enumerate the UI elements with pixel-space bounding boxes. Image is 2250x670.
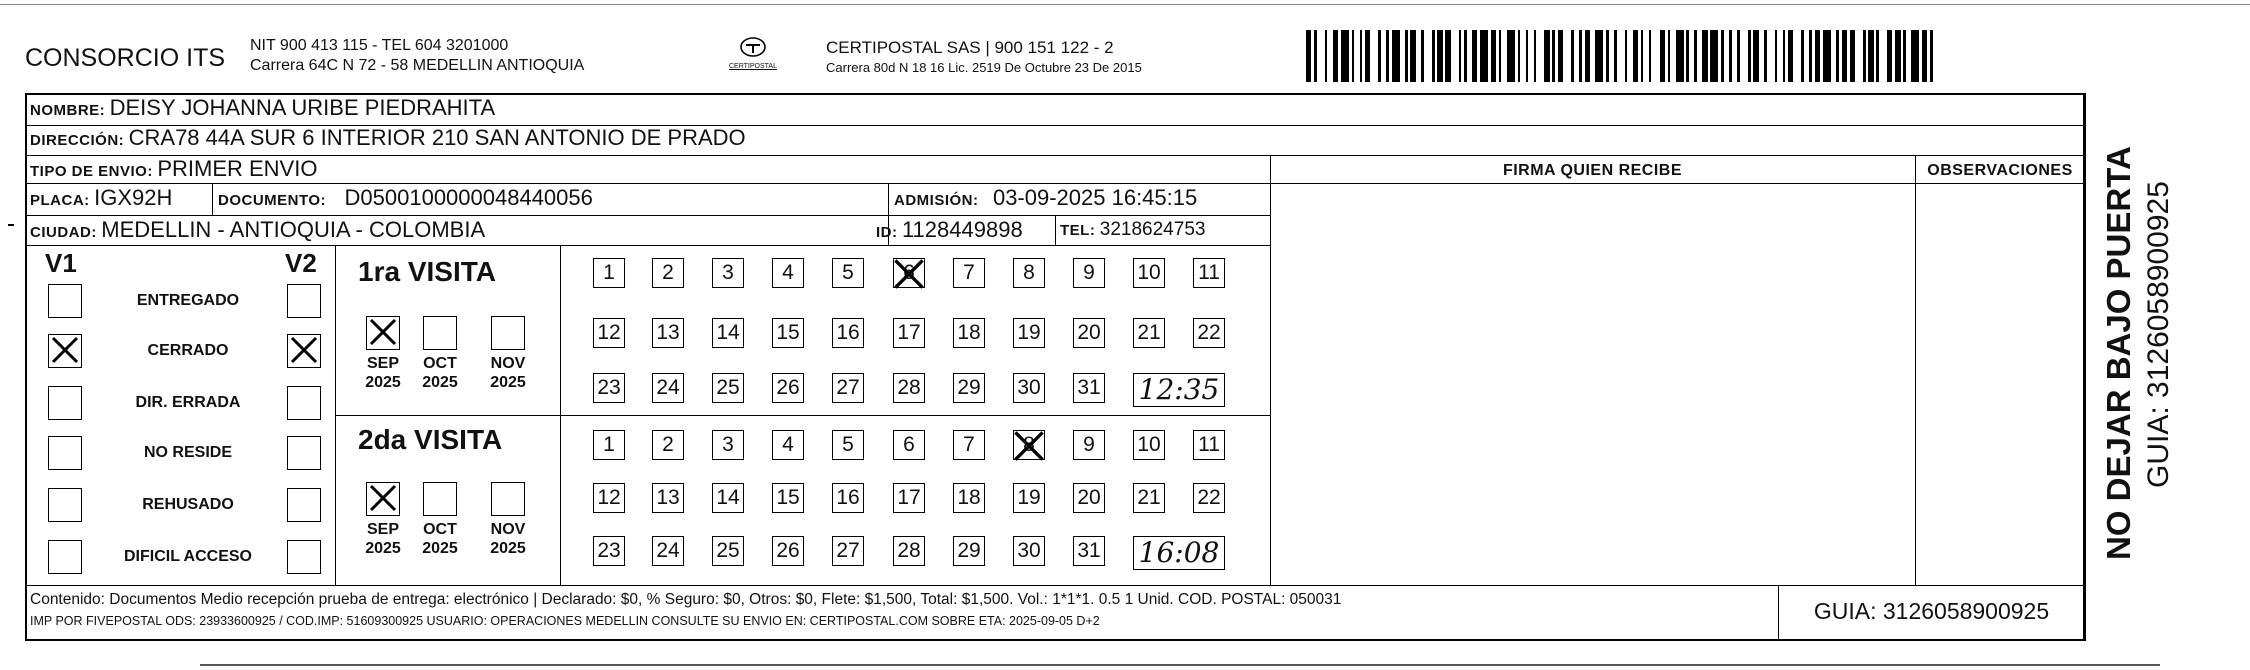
x-mark-icon	[368, 317, 398, 347]
day-number: 26	[776, 539, 800, 562]
day-number: 29	[957, 376, 981, 399]
ship-type-row	[30, 156, 317, 182]
visit1-month-checkbox-sep[interactable]	[366, 316, 400, 350]
day-number: 27	[836, 376, 860, 399]
day-number: 7	[963, 433, 975, 456]
ship-type-label: TIPO DE ENVIO:	[30, 163, 153, 180]
admission-value: 03-09-2025 16:45:15	[992, 185, 1198, 210]
day-number: 16	[836, 321, 860, 344]
document-value: D0500100000048440056	[344, 185, 593, 210]
visit2-month-label	[358, 520, 408, 558]
observations-column-header: OBSERVACIONES	[1927, 162, 2073, 179]
visit1-day-box[interactable]	[1013, 373, 1045, 403]
day-number: 31	[1077, 539, 1101, 562]
visit2-day-box[interactable]	[593, 430, 625, 460]
company-address: Carrera 64C N 72 - 58 MEDELLIN ANTIOQUIA	[250, 57, 585, 74]
day-number: 24	[656, 539, 680, 562]
name-label: NOMBRE:	[30, 102, 106, 119]
v1-header: V1	[45, 248, 77, 278]
day-number: 19	[1017, 321, 1041, 344]
day-number: 23	[597, 376, 621, 399]
day-number: 8	[1023, 261, 1035, 284]
barcode-bar	[1341, 30, 1349, 82]
document-label: DOCUMENTO:	[218, 192, 327, 209]
status-label: ENTREGADO	[136, 292, 240, 309]
plate-label: PLACA:	[30, 192, 90, 209]
visit2-day-box[interactable]	[953, 536, 985, 566]
scan-edge-top	[0, 4, 2250, 5]
visit1-day-box[interactable]	[953, 258, 985, 288]
visit2-month-checkbox-nov[interactable]	[491, 482, 525, 516]
visit2-day-box[interactable]	[832, 536, 864, 566]
day-number: 28	[897, 376, 921, 399]
barcode-space	[1879, 30, 1887, 82]
visit1-day-box[interactable]	[712, 373, 744, 403]
day-number: 14	[716, 321, 740, 344]
day-number: 30	[1017, 376, 1041, 399]
plate-value: IGX92H	[94, 185, 173, 210]
month-year: 2025	[365, 374, 401, 391]
tel-field	[1060, 219, 1205, 241]
day-number: 19	[1017, 486, 1041, 509]
visit1-day-box[interactable]	[1073, 373, 1105, 403]
address-value: CRA78 44A SUR 6 INTERIOR 210 SAN ANTONIO DE PRADO	[128, 125, 746, 150]
day-number: 26	[776, 376, 800, 399]
day-number: 10	[1137, 433, 1161, 456]
day-number: 21	[1137, 321, 1161, 344]
x-mark-icon	[892, 257, 926, 291]
visit2-day-box[interactable]	[1133, 430, 1165, 460]
visit2-day-box[interactable]	[593, 483, 625, 513]
day-number: 11	[1198, 261, 1220, 284]
visit1-day-box[interactable]	[953, 373, 985, 403]
visit2-day-box[interactable]	[772, 430, 804, 460]
status-label: DIFICIL ACCESO	[123, 548, 252, 565]
visit1-day-box[interactable]	[593, 318, 625, 348]
visit2-day-box[interactable]	[593, 536, 625, 566]
month-name: OCT	[423, 355, 457, 372]
v2-checkbox[interactable]	[287, 436, 321, 470]
month-name: NOV	[490, 355, 526, 372]
day-number: 22	[1197, 486, 1221, 509]
day-number: 22	[1197, 321, 1221, 344]
day-number: 2	[662, 261, 674, 284]
handwritten-time: 16:08	[1138, 536, 1220, 569]
day-number: 5	[842, 261, 854, 284]
visit1-day-box[interactable]	[772, 318, 804, 348]
month-year: 2025	[365, 540, 401, 557]
status-label: REHUSADO	[142, 496, 234, 513]
barcode-bar	[1823, 30, 1831, 82]
side-guia: GUIA: 3126058900925	[2142, 181, 2175, 488]
month-name: NOV	[490, 521, 526, 538]
v1-checkbox[interactable]	[48, 436, 82, 470]
document-field	[218, 185, 593, 211]
visit1-day-box[interactable]	[652, 258, 684, 288]
visit1-day-box[interactable]	[893, 258, 925, 288]
tel-label: TEL:	[1060, 222, 1096, 239]
ship-type-value: PRIMER ENVIO	[157, 156, 318, 181]
day-number: 25	[716, 376, 740, 399]
v2-checkbox[interactable]	[287, 540, 321, 574]
id-value: 1128449898	[901, 217, 1023, 242]
visit2-day-box[interactable]	[712, 536, 744, 566]
visit1-day-box[interactable]	[953, 318, 985, 348]
day-number: 11	[1198, 433, 1220, 456]
visit2-day-box[interactable]	[893, 430, 925, 460]
day-number: 20	[1077, 486, 1101, 509]
barcode-bar	[1507, 30, 1515, 82]
day-number: 2	[662, 433, 674, 456]
visit2-month-label	[483, 520, 533, 558]
city-value: MEDELLIN - ANTIOQUIA - COLOMBIA	[101, 217, 486, 242]
day-number: 18	[957, 486, 981, 509]
status-label: CERRADO	[147, 342, 229, 359]
visit1-day-box[interactable]	[712, 318, 744, 348]
month-name: OCT	[423, 521, 457, 538]
address-row	[30, 125, 746, 151]
visit1-month-label	[358, 354, 408, 392]
day-number: 12	[597, 321, 621, 344]
day-number: 13	[656, 321, 680, 344]
visit1-day-box[interactable]	[593, 373, 625, 403]
footer-imp: IMP POR FIVEPOSTAL ODS: 23933600925 / COD.IMP: 51609300925 USUARIO: OPERACIONES MEDELLIN CONSULTE SU ENVIO EN: CERTIPOSTAL.COM SOBRE ETA: 2025-09-05 D+2	[30, 614, 1100, 628]
visit1-day-box[interactable]	[1133, 258, 1165, 288]
barcode-space	[1451, 30, 1459, 82]
barcode-space	[1536, 30, 1544, 82]
day-number: 9	[1083, 433, 1095, 456]
visit2-day-box[interactable]	[953, 430, 985, 460]
handwritten-time: 12:35	[1138, 373, 1220, 406]
day-number: 13	[656, 486, 680, 509]
x-mark-icon	[289, 335, 319, 365]
day-number: 29	[957, 539, 981, 562]
admission-field	[894, 185, 1197, 211]
visit2-day-box[interactable]	[1193, 483, 1225, 513]
logo-text: CERTIPOSTAL	[729, 63, 777, 70]
certipostal-logo	[728, 36, 778, 71]
day-number: 25	[716, 539, 740, 562]
barcode-space	[1740, 30, 1748, 82]
barcode-space	[1855, 30, 1863, 82]
month-name: SEP	[366, 521, 399, 538]
visit2-title: 2da VISITA	[358, 424, 503, 455]
x-mark-icon	[1012, 429, 1046, 463]
visit1-day-box[interactable]	[1013, 258, 1045, 288]
status-label: NO RESIDE	[143, 444, 232, 461]
visit1-day-box[interactable]	[652, 318, 684, 348]
visit1-day-box[interactable]	[772, 373, 804, 403]
day-number: 4	[782, 261, 794, 284]
month-year: 2025	[422, 374, 458, 391]
visit1-month-label	[483, 354, 533, 392]
day-number: 10	[1137, 261, 1161, 284]
barcode-bar	[1911, 30, 1919, 82]
visit2-day-box[interactable]	[1013, 430, 1045, 460]
day-number: 15	[776, 321, 800, 344]
courier-address: Carrera 80d N 18 16 Lic. 2519 De Octubre 23 De 2015	[826, 60, 1142, 75]
day-number: 18	[957, 321, 981, 344]
footer-content: Contenido: Documentos Medio recepción prueba de entrega: electrónico | Declarado: $0, % Seguro: $0, Otros: $0, Flete: $1,500, Total: $1,500. Vol.: 1*1*1. 0.5 1 Unid. COD. POSTAL: 050031	[30, 591, 1342, 608]
visit1-day-box[interactable]	[893, 318, 925, 348]
visit2-day-box[interactable]	[652, 536, 684, 566]
visit2-day-box[interactable]	[1133, 483, 1165, 513]
city-field	[30, 217, 485, 243]
margin-tick	[8, 224, 14, 226]
visit2-day-box[interactable]	[832, 483, 864, 513]
visit2-day-box[interactable]	[1073, 536, 1105, 566]
company-name: CONSORCIO ITS	[25, 44, 226, 72]
day-number: 24	[656, 376, 680, 399]
barcode-bar	[1480, 30, 1488, 82]
visit1-month-checkbox-nov[interactable]	[491, 316, 525, 350]
visit1-day-box[interactable]	[832, 318, 864, 348]
plate-field	[30, 185, 172, 211]
visit2-day-box[interactable]	[712, 483, 744, 513]
x-mark-icon	[368, 483, 398, 513]
courier-name: CERTIPOSTAL SAS | 900 151 122 - 2	[826, 38, 1114, 57]
visit2-day-box[interactable]	[893, 483, 925, 513]
month-year: 2025	[490, 540, 526, 557]
day-number: 5	[842, 433, 854, 456]
v1-checkbox[interactable]	[48, 488, 82, 522]
month-year: 2025	[490, 374, 526, 391]
footer-guia: GUIA: 3126058900925	[1813, 598, 2050, 624]
barcode-space	[1933, 30, 1938, 82]
id-field	[876, 217, 1023, 243]
visit2-time-box[interactable]	[1133, 536, 1225, 570]
tel-value: 3218624753	[1099, 219, 1206, 240]
visit1-day-box[interactable]	[832, 258, 864, 288]
visit1-day-box[interactable]	[1193, 318, 1225, 348]
side-warning: NO DEJAR BAJO PUERTA	[2100, 146, 2137, 560]
v1-checkbox[interactable]	[48, 540, 82, 574]
day-number: 1	[603, 433, 615, 456]
day-number: 7	[963, 261, 975, 284]
x-mark-icon	[50, 335, 80, 365]
visit1-day-box[interactable]	[1013, 318, 1045, 348]
visit1-time-box[interactable]	[1133, 373, 1225, 407]
day-number: 20	[1077, 321, 1101, 344]
v2-checkbox[interactable]	[287, 488, 321, 522]
barcode-space	[1617, 30, 1625, 82]
day-number: 16	[836, 486, 860, 509]
barcode	[1306, 30, 1940, 82]
v2-checkbox[interactable]	[287, 386, 321, 420]
v2-checkbox[interactable]	[287, 284, 321, 318]
address-label: DIRECCIÓN:	[30, 132, 125, 149]
barcode-space	[1563, 30, 1571, 82]
barcode-bar	[1392, 30, 1400, 82]
visit2-month-checkbox-oct[interactable]	[423, 482, 457, 516]
barcode-bar	[1676, 30, 1684, 82]
visit2-day-box[interactable]	[1013, 536, 1045, 566]
barcode-space	[1424, 30, 1432, 82]
city-label: CIUDAD:	[30, 224, 97, 241]
visit2-day-box[interactable]	[1073, 430, 1105, 460]
day-number: 28	[897, 539, 921, 562]
barcode-space	[1370, 30, 1378, 82]
visit1-day-box[interactable]	[652, 373, 684, 403]
barcode-bar	[1710, 30, 1718, 82]
visit2-day-box[interactable]	[1013, 483, 1045, 513]
visit1-day-box[interactable]	[893, 373, 925, 403]
admission-label: ADMISIÓN:	[894, 192, 979, 209]
barcode-space	[1767, 30, 1775, 82]
visit2-day-box[interactable]	[832, 430, 864, 460]
day-number: 31	[1077, 376, 1101, 399]
day-number: 4	[782, 433, 794, 456]
v1-checkbox[interactable]	[48, 386, 82, 420]
status-label: DIR. ERRADA	[135, 394, 241, 411]
visit2-day-box[interactable]	[772, 536, 804, 566]
id-label: ID:	[876, 224, 898, 241]
day-number: 30	[1017, 539, 1041, 562]
v1-checkbox[interactable]	[48, 334, 82, 368]
visit2-day-box[interactable]	[953, 483, 985, 513]
month-year: 2025	[422, 540, 458, 557]
signature-column-header: FIRMA QUIEN RECIBE	[1502, 162, 1683, 179]
visit1-day-box[interactable]	[712, 258, 744, 288]
day-number: 14	[716, 486, 740, 509]
name-row	[30, 95, 495, 121]
logo-emblem-icon	[738, 36, 768, 58]
day-number: 23	[597, 539, 621, 562]
barcode-space	[1651, 30, 1659, 82]
day-number: 12	[597, 486, 621, 509]
v2-header: V2	[285, 248, 317, 278]
visit2-day-box[interactable]	[1073, 483, 1105, 513]
visit1-month-checkbox-oct[interactable]	[423, 316, 457, 350]
visit2-day-box[interactable]	[772, 483, 804, 513]
name-value: DEISY JOHANNA URIBE PIEDRAHITA	[109, 95, 496, 120]
day-number: 1	[603, 261, 615, 284]
day-number: 17	[897, 321, 921, 344]
visit1-day-box[interactable]	[772, 258, 804, 288]
visit2-month-label	[415, 520, 465, 558]
v1-checkbox[interactable]	[48, 284, 82, 318]
day-number: 17	[897, 486, 921, 509]
month-name: SEP	[366, 355, 399, 372]
day-number: 9	[1083, 261, 1095, 284]
company-nit: NIT 900 413 115 - TEL 604 3201000	[250, 37, 509, 54]
visit1-day-box[interactable]	[1073, 318, 1105, 348]
day-number: 21	[1137, 486, 1161, 509]
day-number: 3	[722, 433, 734, 456]
visit1-month-label	[415, 354, 465, 392]
barcode-space	[1793, 30, 1801, 82]
day-number: 6	[903, 433, 915, 456]
visit2-day-box[interactable]	[1193, 430, 1225, 460]
visit2-day-box[interactable]	[712, 430, 744, 460]
barcode-bar	[1595, 30, 1603, 82]
visit1-day-box[interactable]	[593, 258, 625, 288]
visit2-day-box[interactable]	[652, 483, 684, 513]
v2-checkbox[interactable]	[287, 334, 321, 368]
day-number: 27	[836, 539, 860, 562]
visit1-day-box[interactable]	[1073, 258, 1105, 288]
visit1-day-box[interactable]	[1193, 258, 1225, 288]
visit1-day-box[interactable]	[1133, 318, 1165, 348]
day-number: 8	[1023, 433, 1035, 456]
visit1-title: 1ra VISITA	[358, 256, 496, 287]
day-number: 15	[776, 486, 800, 509]
visit1-day-box[interactable]	[832, 373, 864, 403]
visit2-month-checkbox-sep[interactable]	[366, 482, 400, 516]
visit2-day-box[interactable]	[652, 430, 684, 460]
day-number: 6	[903, 261, 915, 284]
scan-edge-bottom	[200, 664, 2160, 666]
visit2-day-box[interactable]	[893, 536, 925, 566]
day-number: 3	[722, 261, 734, 284]
barcode-space	[1317, 30, 1325, 82]
